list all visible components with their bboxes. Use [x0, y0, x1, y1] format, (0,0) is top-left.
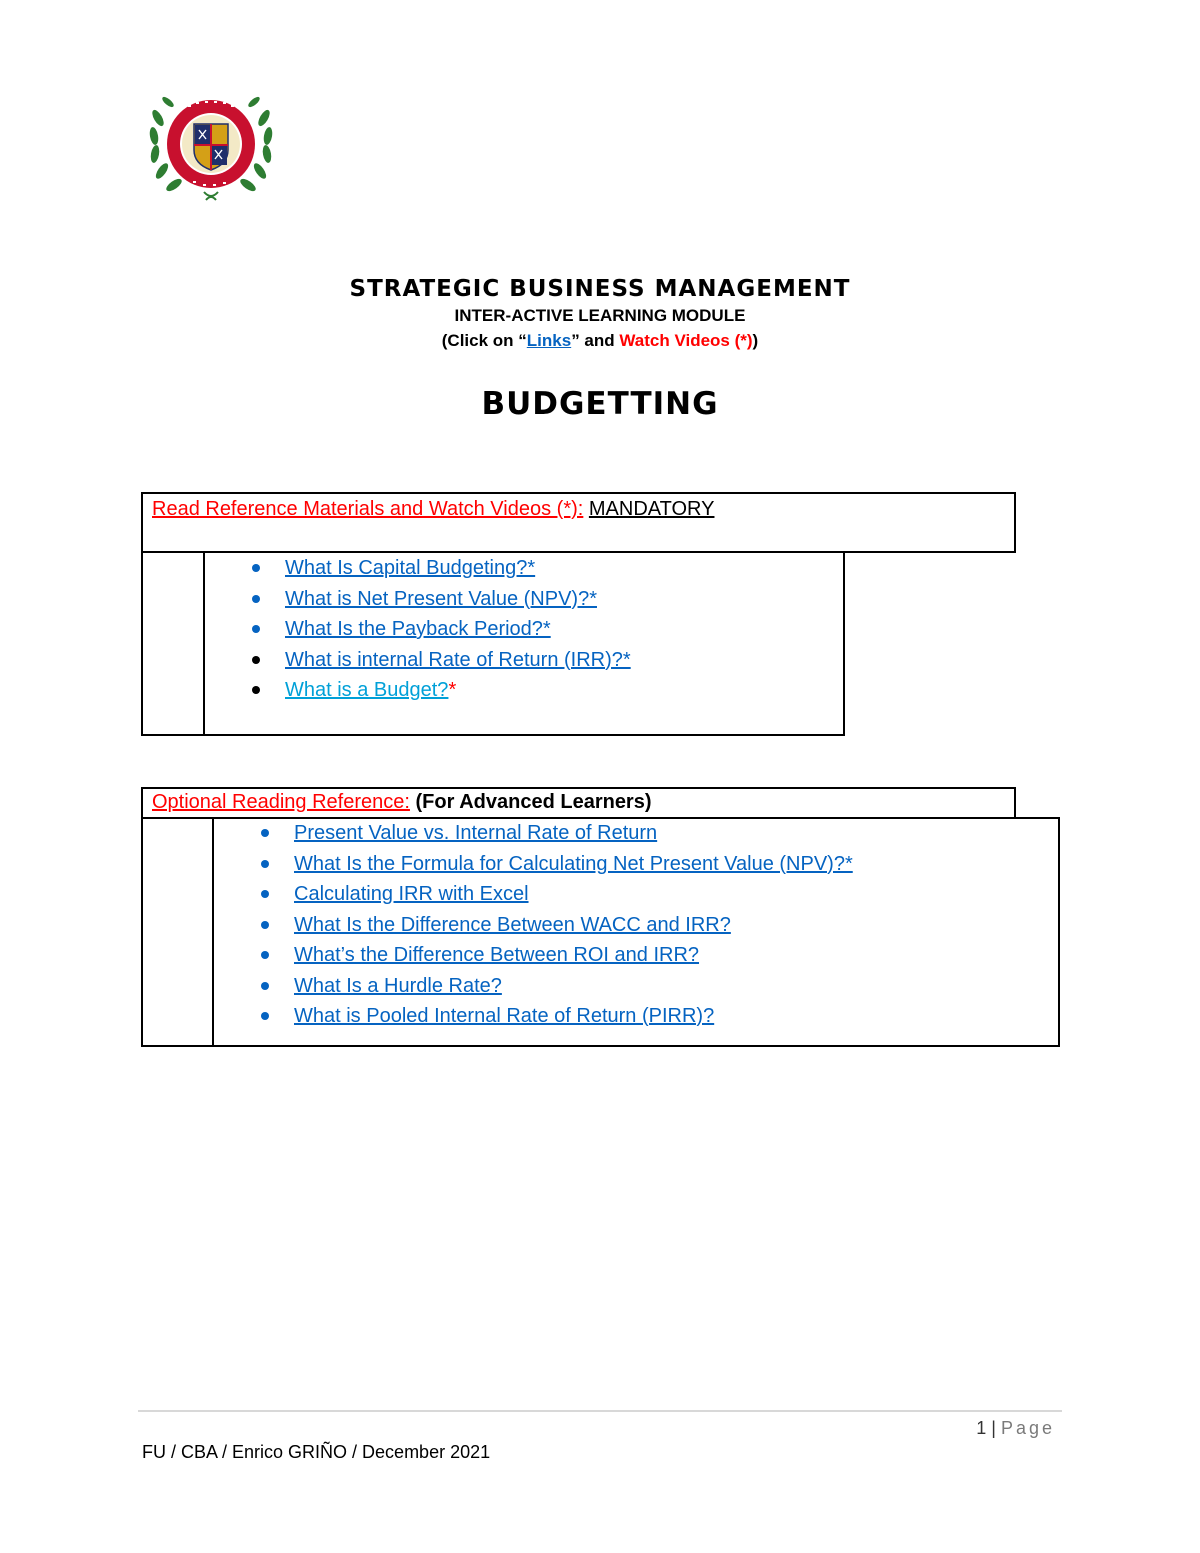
list-item	[250, 940, 853, 971]
list-item	[250, 879, 853, 910]
list-item	[241, 614, 631, 645]
bullet-icon	[261, 860, 269, 868]
list-item	[241, 553, 631, 584]
footer-credit: FU / CBA / Enrico GRIÑO / December 2021	[142, 1442, 491, 1462]
link-npv[interactable]: What is Net Present Value (NPV)?*	[285, 587, 597, 610]
mandatory-header-label	[152, 498, 714, 521]
bullet-icon	[252, 564, 260, 572]
link-pv-vs-irr[interactable]: Present Value vs. Internal Rate of Return	[294, 822, 658, 844]
hint-watch-videos: Watch Videos (*)	[619, 331, 753, 350]
module-subtitle: INTER-ACTIVE LEARNING MODULE	[454, 306, 746, 325]
optional-table-divider	[212, 817, 214, 1047]
optional-header-label	[152, 791, 652, 814]
list-item	[250, 910, 853, 941]
hint-links-word: Links	[526, 331, 572, 350]
link-irr-excel[interactable]: Calculating IRR with Excel	[294, 883, 529, 905]
bullet-icon	[252, 686, 260, 694]
link-capital-budgeting[interactable]: What Is Capital Budgeting?*	[285, 557, 536, 579]
university-logo	[148, 88, 274, 210]
bullet-icon	[261, 951, 269, 959]
link-roi-vs-irr[interactable]: What’s the Difference Between ROI and IRR?	[294, 944, 700, 966]
link-irr[interactable]: What is internal Rate of Return (IRR)?*	[285, 648, 631, 671]
link-payback-period[interactable]: What Is the Payback Period?*	[285, 618, 551, 640]
optional-links-list	[250, 818, 853, 1032]
hint-suffix: )	[752, 331, 759, 350]
list-item	[250, 849, 853, 880]
page-number	[976, 1418, 1055, 1439]
page-label: Page	[1000, 1418, 1055, 1438]
bullet-icon	[261, 921, 269, 929]
page-separator: |	[991, 1418, 996, 1438]
optional-tag: (For Advanced Learners)	[415, 791, 652, 813]
list-item	[241, 584, 631, 615]
link-budget[interactable]: What is a Budget?	[285, 679, 449, 701]
document-title: BUDGETTING	[481, 386, 719, 422]
module-hint	[0, 331, 1200, 351]
bullet-icon	[252, 625, 260, 633]
video-star-marker: *	[448, 679, 457, 701]
mandatory-tag: MANDATORY	[588, 498, 715, 520]
link-hurdle-rate[interactable]: What Is a Hurdle Rate?	[294, 974, 502, 997]
list-item	[241, 645, 631, 676]
list-item	[241, 675, 631, 706]
mandatory-links-list	[241, 553, 631, 706]
hint-prefix: (Click on “	[441, 331, 527, 350]
list-item	[250, 971, 853, 1002]
hint-middle: ” and	[571, 331, 620, 350]
link-npv-formula[interactable]: What Is the Formula for Calculating Net Present Value (NPV)?*	[294, 852, 853, 875]
link-pirr[interactable]: What is Pooled Internal Rate of Return (PIRR)?	[294, 1005, 715, 1027]
optional-label-red: Optional Reading Reference:	[152, 791, 410, 813]
bullet-icon	[261, 829, 269, 837]
module-course-title: STRATEGIC BUSINESS MANAGEMENT	[349, 276, 851, 302]
bullet-icon	[261, 890, 269, 898]
mandatory-label-red: Read Reference Materials and Watch Videos (*):	[152, 498, 584, 520]
list-item	[250, 1001, 853, 1032]
bullet-icon	[261, 982, 269, 990]
footer-divider	[138, 1410, 1062, 1412]
list-item	[250, 818, 853, 849]
bullet-icon	[261, 1012, 269, 1020]
bullet-icon	[252, 595, 260, 603]
mandatory-table-divider	[203, 551, 205, 736]
link-wacc-vs-irr[interactable]: What Is the Difference Between WACC and IRR?	[294, 913, 731, 936]
bullet-icon	[252, 656, 260, 664]
page-number-value: 1	[976, 1418, 987, 1438]
